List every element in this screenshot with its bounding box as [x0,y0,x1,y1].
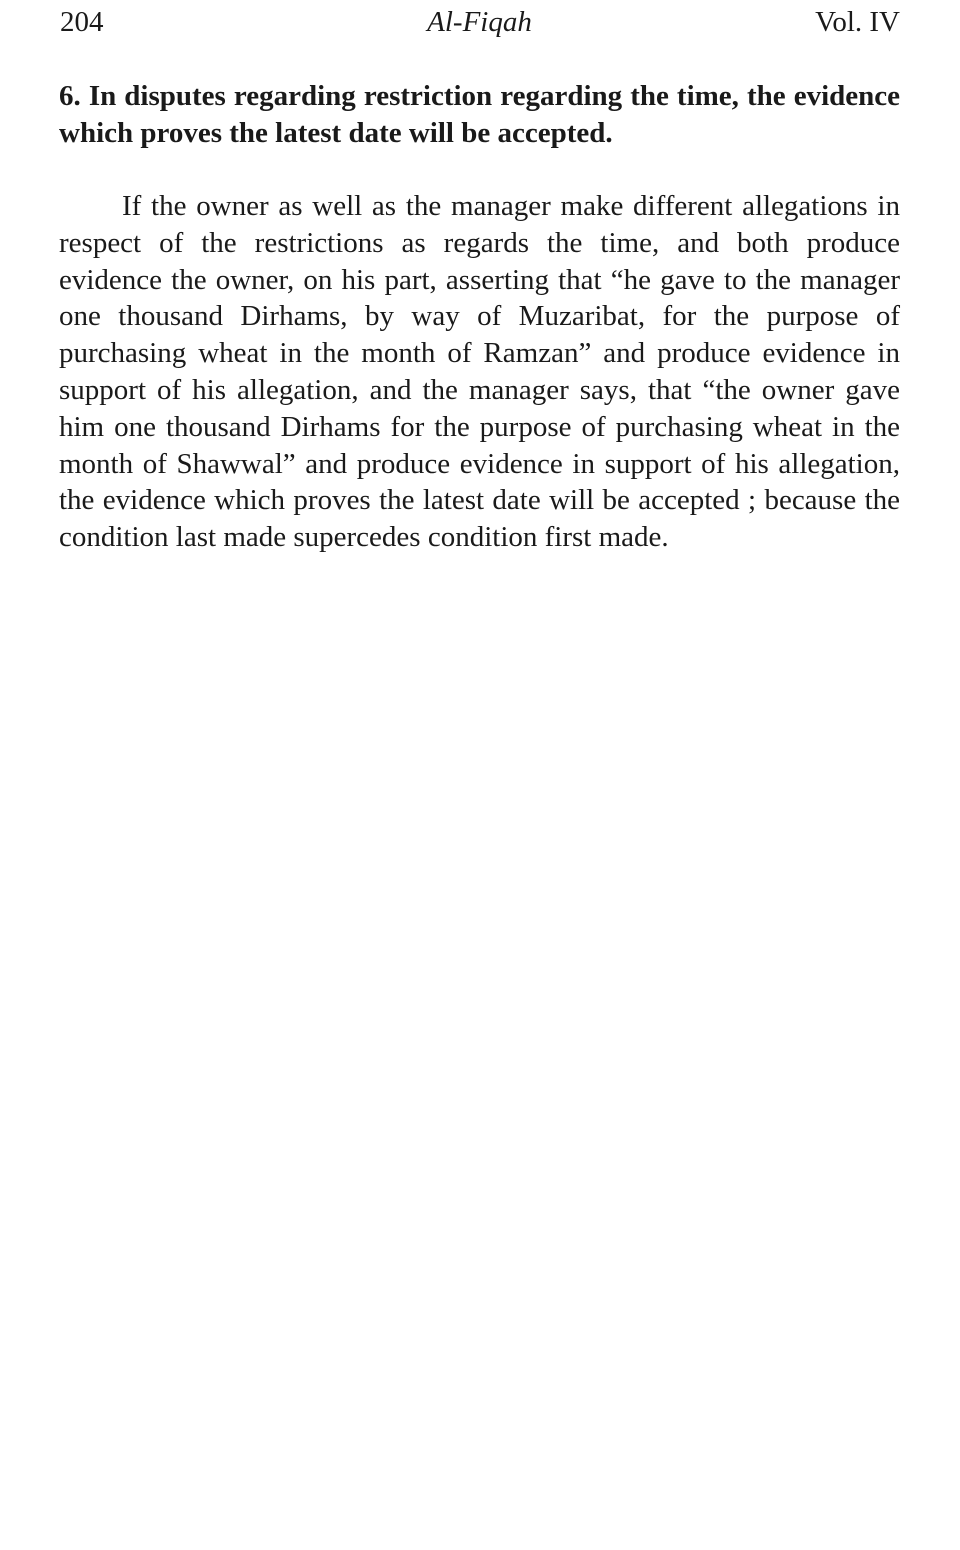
section-heading: 6. In disputes regarding restriction regarding the time, the evidence which proves the latest date will be accepted. [59,80,900,149]
book-title: Al-Fiqah [427,6,532,38]
running-header [59,0,900,44]
volume-label: Vol. IV [815,6,900,38]
document-page [59,0,900,556]
body-paragraph: If the owner as well as the manager make different allegations in respect of the restrictions as regards the time, and both produce evidence the owner, on his part, asserting that “he gave to the manager one thousand Dirhams, by way of Muzaribat, for the purpose of purchasing wheat in the month of Ramzan” and produce evidence in support of his allegation, and the manager says, that “the owner gave him one thousand Dirhams for the purpose of purchasing wheat in the month of Shawwal” and produce evidence in support of his allegation, the evidence which proves the latest date will be accepted ; because the condition last made supercedes condition first made. [59,190,900,554]
page-number: 204 [60,6,104,38]
